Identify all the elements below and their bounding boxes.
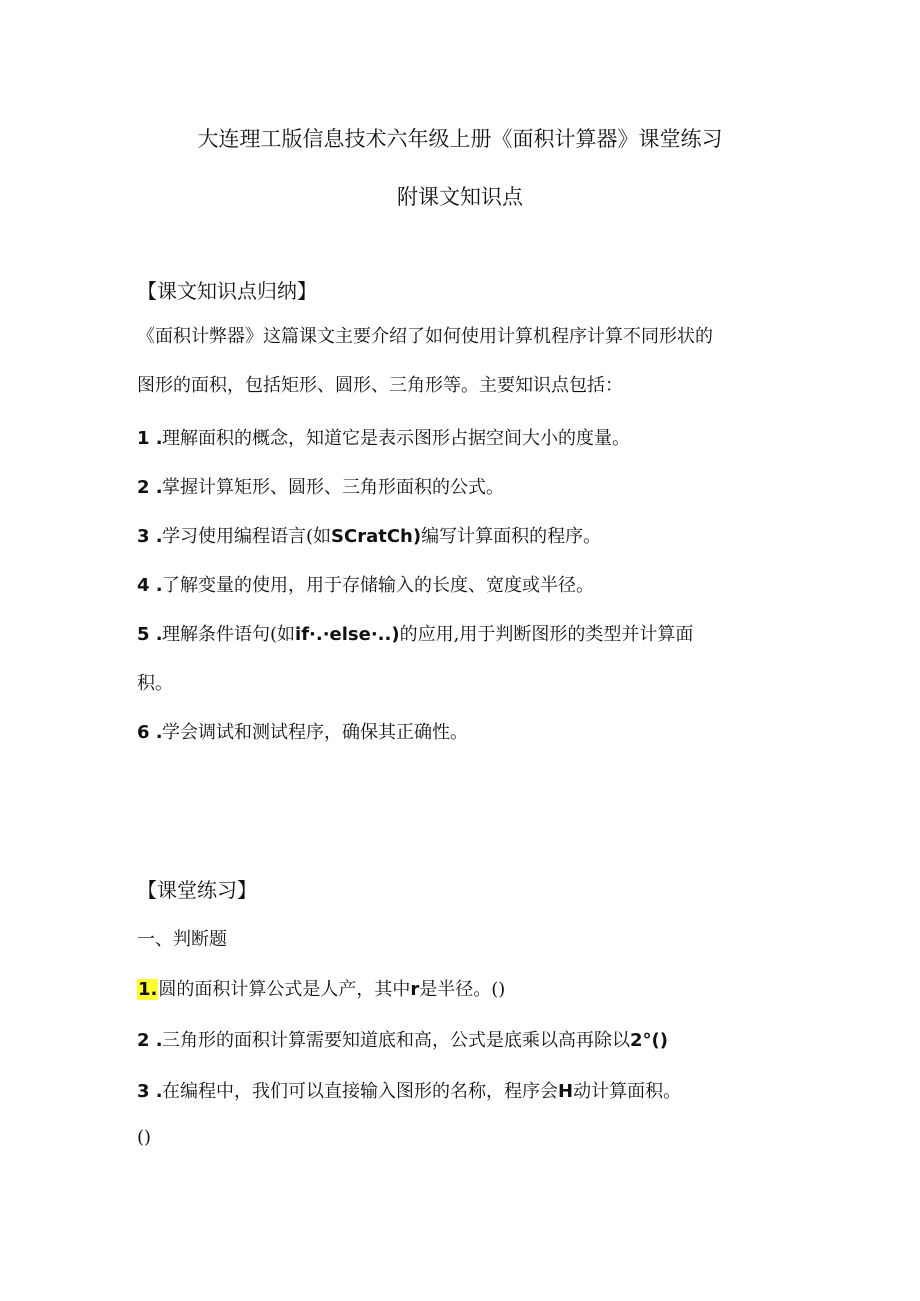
knowledge-item	[137, 718, 468, 744]
question-2	[137, 1026, 668, 1052]
question-number-highlighted: 1.	[138, 979, 158, 1000]
knowledge-item	[137, 522, 601, 548]
question-text: 在编程中，我们可以直接输入图形的名称，程序会	[162, 1081, 558, 1102]
question-3-continuation: ()	[137, 1127, 152, 1148]
question-1	[137, 975, 505, 1001]
question-text: 是半径。()	[419, 979, 506, 1000]
question-number: 3 .	[137, 1081, 163, 1102]
item-text: 了解变量的使用，用于存储输入的长度、宽度或半径。	[162, 575, 594, 596]
question-bold-text: 2°()	[630, 1030, 668, 1051]
item-text: 理解面积的概念，知道它是表示图形占据空间大小的度量。	[162, 428, 630, 449]
document-title: 大连理工版信息技术六年级上册《面积计算器》课堂练习	[197, 127, 723, 151]
intro-line: 《面积计弊器》这篇课文主要介绍了如何使用计算机程序计算不同形状的	[137, 326, 713, 347]
item-text: 的应用,用于判断图形的类型并计算面	[399, 624, 694, 645]
question-text: 三角形的面积计算需要知道底和高，公式是底乘以高再除以	[162, 1030, 630, 1051]
knowledge-item-continuation: 积。	[137, 673, 173, 694]
knowledge-item	[137, 620, 693, 646]
item-text: 学习使用编程语言(如	[162, 526, 332, 547]
item-bold-text: if·.·else·..)	[295, 624, 400, 645]
practice-section-title: 一、判断题	[137, 929, 227, 950]
document-subtitle: 附课文知识点	[397, 185, 523, 209]
practice-heading: 【课堂练习】	[137, 878, 257, 902]
question-bold-text: r	[410, 979, 420, 1000]
item-text: 理解条件语句(如	[162, 624, 296, 645]
knowledge-intro	[137, 312, 797, 410]
item-number: 5 .	[137, 624, 163, 645]
knowledge-item	[137, 424, 630, 450]
question-number: 2 .	[137, 1030, 163, 1051]
question-text: 动计算面积。	[573, 1081, 682, 1102]
item-number: 2 .	[137, 477, 163, 498]
item-number: 3 .	[137, 526, 163, 547]
question-text: 圆的面积计算公式是人产，其中	[158, 979, 411, 1000]
item-text: 掌握计算矩形、圆形、三角形面积的公式。	[162, 477, 504, 498]
intro-line: 图形的面积，包括矩形、圆形、三角形等。主要知识点包括：	[137, 375, 623, 396]
question-3	[137, 1077, 681, 1103]
item-text: 学会调试和测试程序，确保其正确性。	[162, 722, 468, 743]
item-number: 4 .	[137, 575, 163, 596]
item-number: 6 .	[137, 722, 163, 743]
item-text: 编写计算面积的程序。	[421, 526, 602, 547]
knowledge-heading: 【课文知识点归纳】	[137, 279, 317, 303]
knowledge-item	[137, 571, 594, 597]
question-bold-text: H	[558, 1081, 574, 1102]
knowledge-item	[137, 473, 504, 499]
item-bold-text: SCratCh)	[331, 526, 422, 547]
item-number: 1 .	[137, 428, 163, 449]
